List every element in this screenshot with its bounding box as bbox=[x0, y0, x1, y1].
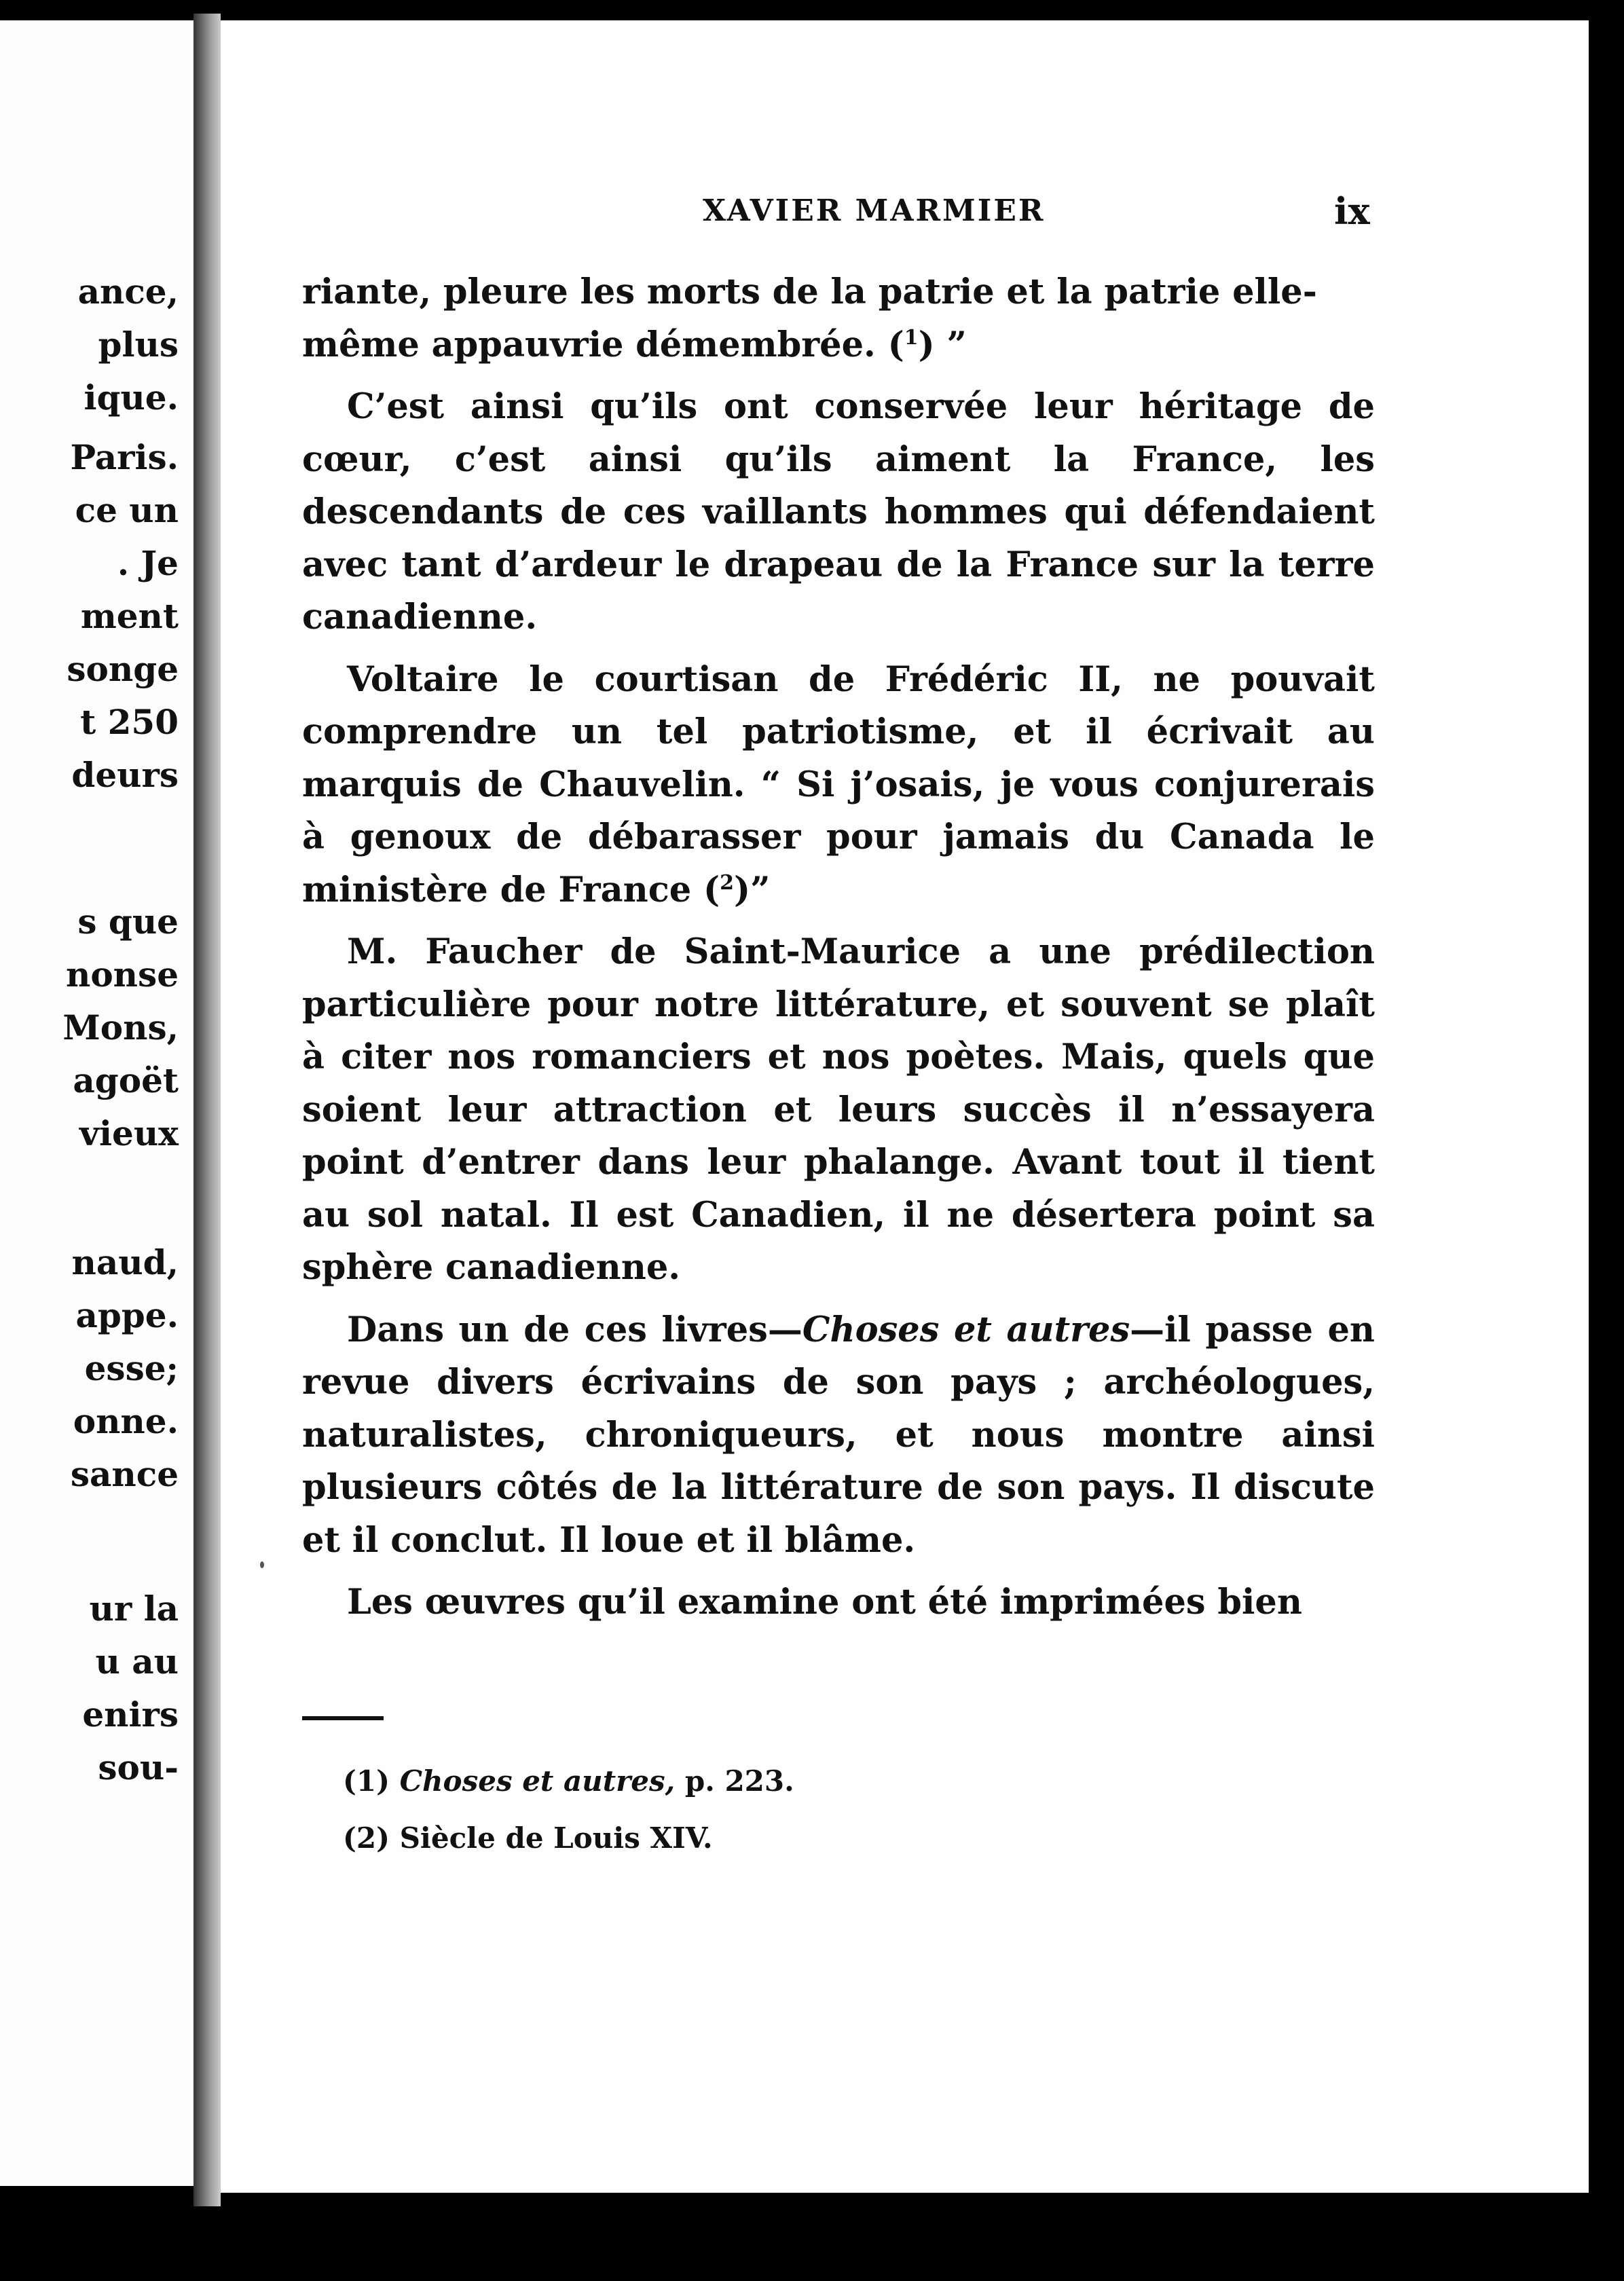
paragraph-5 bbox=[302, 1304, 1375, 1568]
paper-speck bbox=[260, 1561, 264, 1568]
footnote-2-text: Siècle de Louis XIV. bbox=[399, 1821, 713, 1855]
left-line: Mons, bbox=[62, 1007, 179, 1047]
left-line: sou- bbox=[98, 1747, 179, 1787]
footnote-1-number: (1) bbox=[343, 1764, 390, 1798]
left-line: nonse bbox=[65, 954, 179, 995]
paragraph-5-end: —il passe en revue divers écrivains de son pays ; archéologues, naturalistes, chroniqueurs, et nous montre ainsi plusieurs côtés de la littérature de son pays. Il discute et il conclut. Il loue et il blâme. bbox=[302, 1309, 1375, 1561]
left-line: s que bbox=[77, 902, 179, 942]
book-gutter bbox=[193, 14, 221, 2206]
right-page bbox=[221, 20, 1589, 2193]
left-line: Paris. bbox=[70, 437, 179, 477]
left-line: naud, bbox=[71, 1242, 179, 1282]
left-line: . Je bbox=[117, 543, 179, 583]
left-line: appe. bbox=[75, 1295, 179, 1335]
paragraph-4: M. Faucher de Saint-Maurice a une prédilection particulière pour notre littérature, et souvent se plaît à citer nos romanciers et nos poètes. Mais, quels que soient leur attraction et leurs succès il n’essayera point d’entrer dans leur phalange. Avant tout il tient au sol natal. Il est Canadien, il ne désertera point sa sphère canadienne. bbox=[302, 931, 1375, 1288]
footnote-ref-1: 1 bbox=[904, 325, 919, 350]
left-line: t 250 bbox=[80, 702, 179, 742]
book-title-italic: Choses et autres bbox=[802, 1309, 1130, 1350]
paragraph-1-end: ) ” bbox=[918, 324, 967, 365]
footnote-ref-2: 2 bbox=[720, 870, 735, 895]
left-line: deurs bbox=[71, 755, 179, 795]
left-line: ance, bbox=[77, 272, 179, 312]
left-line: agoët bbox=[73, 1060, 179, 1100]
left-line: ique. bbox=[84, 377, 179, 418]
footnote-1-title: Choses et autres, bbox=[399, 1764, 676, 1798]
left-line: u au bbox=[95, 1642, 179, 1682]
left-line: songe bbox=[67, 649, 179, 689]
paragraph-6: Les œuvres qu’il examine ont été imprimées bien bbox=[347, 1582, 1302, 1622]
footnote-1 bbox=[343, 1753, 794, 1810]
paragraph-3 bbox=[302, 654, 1375, 917]
footnote-2 bbox=[343, 1810, 794, 1867]
footnote-2-number: (2) bbox=[343, 1821, 390, 1855]
left-line: sance bbox=[70, 1454, 179, 1494]
left-line: vieux bbox=[79, 1113, 179, 1153]
left-line: ment bbox=[80, 596, 179, 636]
left-line: ur la bbox=[89, 1589, 179, 1629]
paragraph-1 bbox=[302, 266, 1375, 371]
paragraph-3-text: Voltaire le courtisan de Frédéric II, ne pouvait comprendre un tel patriotisme, et il écrivait au marquis de Chauvelin. “ Si j’osais, je vous conjurerais à genoux de débarasser pour jamais du Canada le ministère de France ( bbox=[302, 659, 1375, 910]
left-line: plus bbox=[98, 324, 179, 365]
left-line: esse; bbox=[84, 1348, 179, 1388]
paragraph-1-line-2: même appauvrie démembrée. ( bbox=[302, 324, 904, 365]
body-text bbox=[302, 266, 1375, 1629]
page-header bbox=[221, 189, 1589, 234]
paragraph-1-line-1: riante, pleure les morts de la patrie et la patrie elle- bbox=[302, 272, 1317, 312]
paragraph-5-start: Dans un de ces livres— bbox=[347, 1309, 802, 1350]
left-line: ce un bbox=[75, 490, 179, 530]
footnotes bbox=[343, 1753, 794, 1867]
paragraph-2: C’est ainsi qu’ils ont conservée leur héritage de cœur, c’est ainsi qu’ils aiment la France, les descendants de ces vaillants hommes qui défendaient avec tant d’ardeur le drapeau de la France sur la terre canadienne. bbox=[302, 386, 1375, 637]
paragraph-3-end: )” bbox=[734, 869, 771, 910]
running-head: XAVIER MARMIER bbox=[703, 193, 1046, 228]
left-page-fragment bbox=[0, 20, 193, 2186]
footnote-1-page: p. 223. bbox=[675, 1764, 794, 1798]
left-line: enirs bbox=[82, 1694, 179, 1735]
footnote-rule bbox=[302, 1716, 384, 1720]
left-line: onne. bbox=[73, 1401, 179, 1441]
page-number: ix bbox=[1334, 189, 1370, 233]
